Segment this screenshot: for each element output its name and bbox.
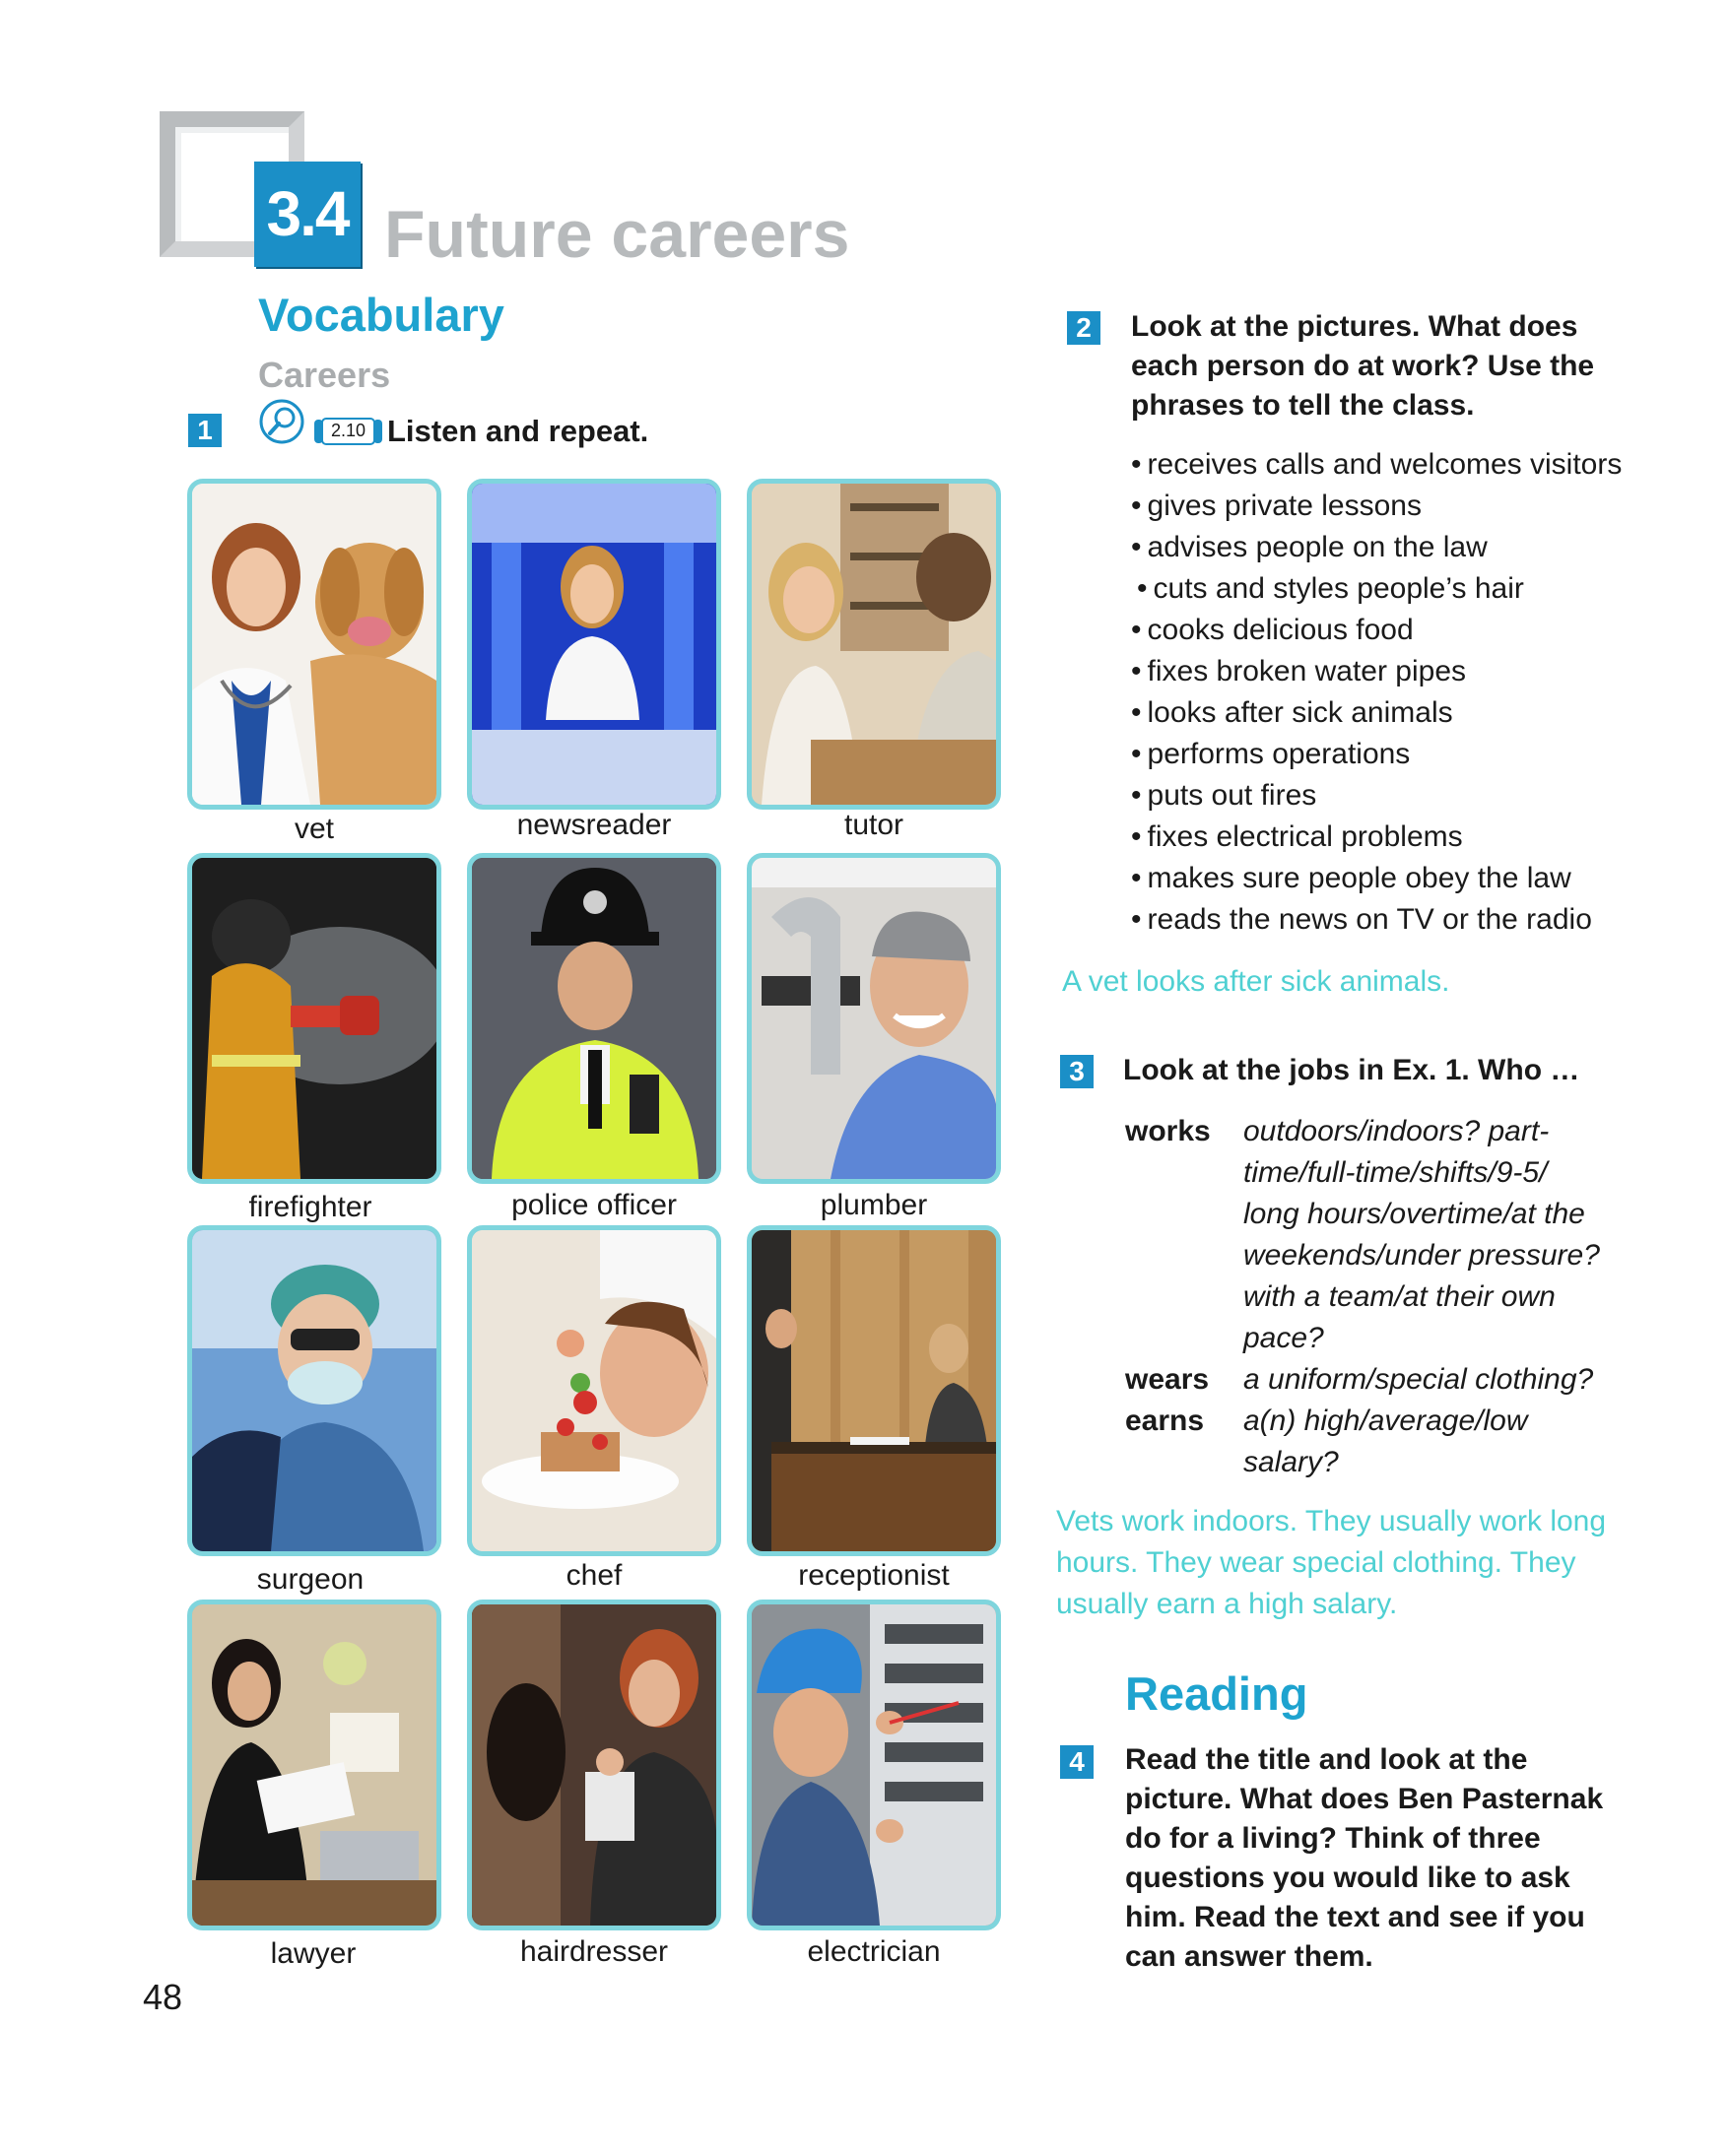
exercise-number-1: 1 (188, 414, 222, 447)
exercise-number-4: 4 (1060, 1745, 1094, 1779)
unit-number: 3.4 (254, 162, 361, 267)
row-text-line: a(n) high/average/low (1243, 1405, 1528, 1437)
caption-chef: chef (566, 1559, 623, 1592)
instruction-line: Read the title and look at the (1125, 1743, 1528, 1776)
example-line: usually earn a high salary. (1056, 1588, 1398, 1620)
exercise3-example (1056, 1501, 1606, 1625)
vet-photo-illustration (192, 484, 436, 805)
tutor-photo-illustration (752, 484, 996, 805)
caption-plumber: plumber (820, 1189, 928, 1221)
phrase-item: • fixes broken water pipes (1131, 651, 1622, 692)
row-text-line: outdoors/indoors? part- (1243, 1115, 1550, 1147)
row-text-line: with a team/at their own (1243, 1280, 1556, 1313)
row-text-wears (1243, 1359, 1593, 1401)
exercise2-instruction (1131, 307, 1594, 425)
caption-vet: vet (294, 813, 335, 845)
row-text-works (1243, 1111, 1600, 1359)
caption-hairdresser: hairdresser (519, 1935, 669, 1968)
instruction-line: questions you would like to ask (1125, 1862, 1570, 1894)
phrase-item: • receives calls and welcomes visitors (1131, 444, 1622, 486)
caption-firefighter: firefighter (248, 1191, 372, 1223)
exercise2-example: A vet looks after sick animals. (1062, 965, 1450, 998)
photo-lawyer (187, 1600, 441, 1930)
phrase-item: • makes sure people obey the law (1131, 858, 1622, 899)
row-label-works: works (1125, 1115, 1211, 1147)
photo-firefighter (187, 853, 441, 1184)
photo-chef (467, 1225, 721, 1556)
row-text-line: pace? (1243, 1322, 1324, 1354)
receptionist-photo-illustration (752, 1230, 996, 1551)
caption-receptionist: receptionist (798, 1559, 950, 1592)
exercise3-instruction: Look at the jobs in Ex. 1. Who … (1123, 1054, 1580, 1086)
exercise-number-2: 2 (1067, 311, 1100, 345)
row-text-line: a uniform/special clothing? (1243, 1363, 1594, 1396)
firefighter-photo-illustration (192, 858, 436, 1179)
row-label-earns: earns (1125, 1405, 1205, 1437)
caption-tutor: tutor (843, 809, 904, 841)
row-label-wears: wears (1125, 1363, 1210, 1396)
caption-newsreader: newsreader (516, 809, 672, 841)
police-officer-photo-illustration (472, 858, 716, 1179)
phrase-item: • advises people on the law (1131, 527, 1622, 568)
photo-plumber (747, 853, 1001, 1184)
exercise4-instruction (1125, 1740, 1603, 1977)
hairdresser-photo-illustration (472, 1604, 716, 1926)
instruction-line: him. Read the text and see if you (1125, 1901, 1585, 1933)
subsection-heading: Careers (258, 355, 391, 395)
phrase-item: • cuts and styles people’s hair (1131, 568, 1622, 610)
exercise1-instruction: Listen and repeat. (387, 414, 649, 448)
plumber-photo-illustration (752, 858, 996, 1179)
photo-newsreader (467, 479, 721, 810)
row-text-line: long hours/overtime/at the (1243, 1198, 1585, 1230)
newsreader-photo-illustration (472, 484, 716, 805)
photo-vet (187, 479, 441, 810)
photo-hairdresser (467, 1600, 721, 1930)
caption-police-officer: police officer (511, 1189, 677, 1221)
photo-receptionist (747, 1225, 1001, 1556)
photo-surgeon (187, 1225, 441, 1556)
search-icon (259, 399, 304, 444)
photo-tutor (747, 479, 1001, 810)
instruction-line: picture. What does Ben Pasternak (1125, 1783, 1604, 1815)
instruction-line: can answer them. (1125, 1940, 1373, 1973)
photo-police-officer (467, 853, 721, 1184)
audio-track-badge[interactable] (313, 415, 383, 445)
audio-track-number: 2.10 (330, 421, 366, 440)
section-heading: Vocabulary (258, 289, 504, 341)
example-line: Vets work indoors. They usually work long (1056, 1505, 1607, 1537)
surgeon-photo-illustration (192, 1230, 436, 1551)
phrase-item: • puts out fires (1131, 775, 1622, 817)
row-text-earns (1243, 1401, 1528, 1483)
instruction-line: do for a living? Think of three (1125, 1822, 1541, 1855)
instruction-line: Look at the pictures. What does (1131, 310, 1578, 343)
phrase-item: • gives private lessons (1131, 486, 1622, 527)
instruction-line: phrases to tell the class. (1131, 389, 1475, 422)
electrician-photo-illustration (752, 1604, 996, 1926)
phrase-item: • reads the news on TV or the radio (1131, 899, 1622, 941)
phrase-item: • fixes electrical problems (1131, 817, 1622, 858)
chef-photo-illustration (472, 1230, 716, 1551)
phrase-item: • looks after sick animals (1131, 692, 1622, 734)
page-number: 48 (143, 1977, 183, 2017)
page-title: Future careers (384, 197, 850, 272)
instruction-line: each person do at work? Use the (1131, 350, 1595, 382)
lawyer-photo-illustration (192, 1604, 436, 1926)
photo-electrician (747, 1600, 1001, 1930)
caption-electrician: electrician (807, 1935, 941, 1968)
example-line: hours. They wear special clothing. They (1056, 1546, 1576, 1579)
row-text-line: weekends/under pressure? (1243, 1239, 1600, 1272)
reading-heading: Reading (1125, 1667, 1308, 1720)
row-text-line: salary? (1243, 1446, 1339, 1478)
phrase-item: • performs operations (1131, 734, 1622, 775)
row-text-line: time/full-time/shifts/9-5/ (1243, 1156, 1548, 1189)
phrase-list (1131, 444, 1622, 941)
phrase-item: • cooks delicious food (1131, 610, 1622, 651)
exercise-number-3: 3 (1060, 1055, 1094, 1088)
caption-lawyer: lawyer (270, 1937, 357, 1970)
caption-surgeon: surgeon (256, 1563, 365, 1596)
